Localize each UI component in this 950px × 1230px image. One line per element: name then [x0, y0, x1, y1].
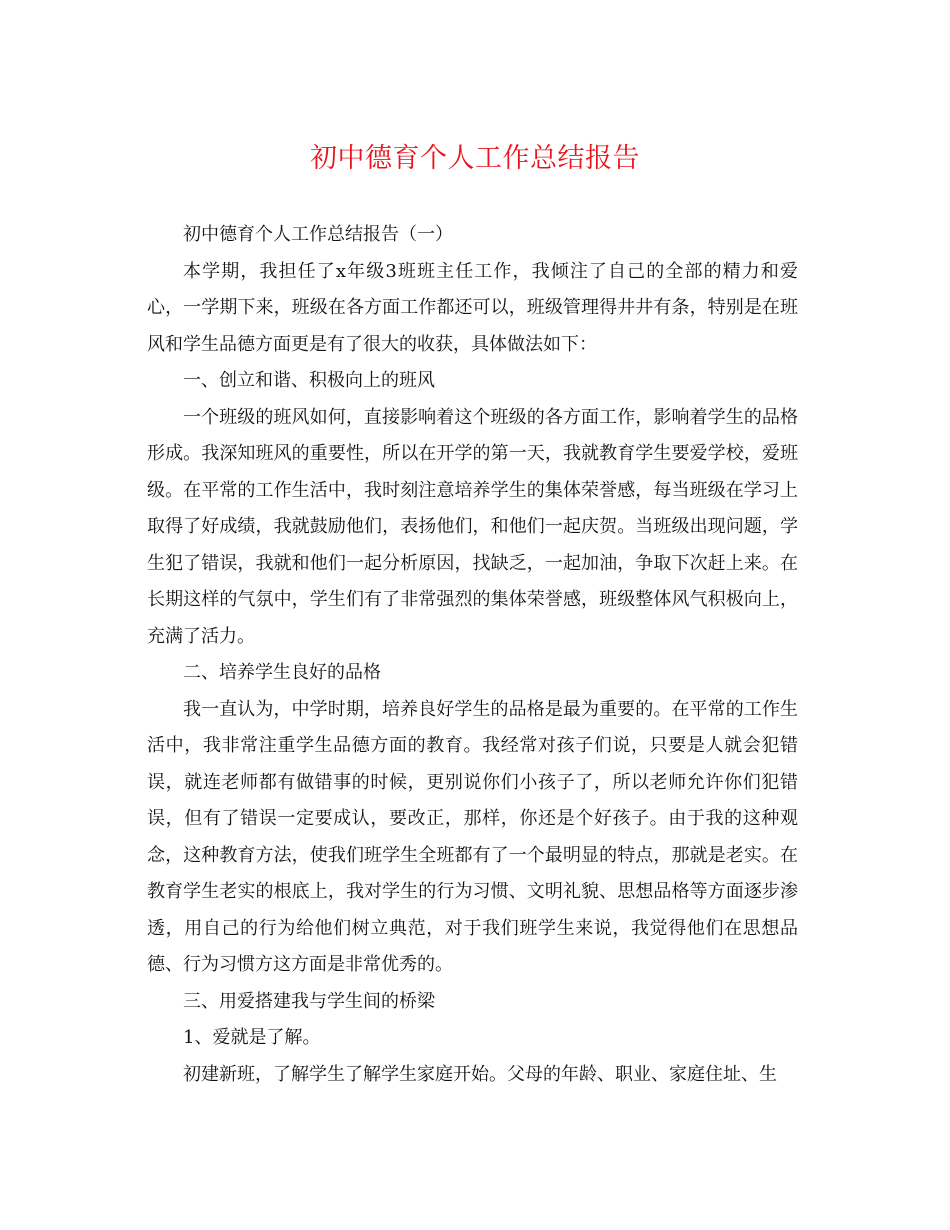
- paragraph: 一个班级的班风如何，直接影响着这个班级的各方面工作，影响着学生的品格形成。我深知班风的重要性，所以在开学的第一天，我就教育学生要爱学校，爱班级。在平常的工作生活中，我时刻注意培养学生的集体荣誉感，每当班级在学习上取得了好成绩，我就鼓励他们，表扬他们，和他们一起庆贺。当班级出现问题，学生犯了错误，我就和他们一起分析原因，找缺乏，一起加油，争取下次赶上来。在长期这样的气氛中，学生们有了非常强烈的集体荣誉感，班级整体风气积极向上，充满了活力。: [147, 406, 798, 647]
- section-heading: 三、用爱搭建我与学生间的桥梁: [183, 990, 435, 1012]
- paragraph: 本学期，我担任了x年级3班班主任工作，我倾注了自己的全部的精力和爱心，一学期下来，班级在各方面工作都还可以，班级管理得井井有条，特别是在班风和学生品德方面更是有了很大的收获，具体做法如下：: [147, 260, 798, 355]
- paragraph: 初建新班，了解学生了解学生家庭开始。父母的年龄、职业、家庭住址、生: [183, 1063, 777, 1085]
- paragraph: 我一直认为，中学时期，培养良好学生的品格是最为重要的。在平常的工作生活中，我非常注重学生品德方面的教育。我经常对孩子们说，只要是人就会犯错误，就连老师都有做错事的时候，更别说你们小孩子了，所以老师允许你们犯错误，但有了错误一定要成认，要改正，那样，你还是个好孩子。由于我的这种观念，这种教育方法，使我们班学生全班都有了一个最明显的特点，那就是老实。在教育学生老实的根底上，我对学生的行为习惯、文明礼貌、思想品格等方面逐步渗透，用自己的行为给他们树立典范，对于我们班学生来说，我觉得他们在思想品德、行为习惯方这方面是非常优秀的。: [147, 698, 798, 975]
- section-heading: 一、创立和谐、积极向上的班风: [183, 370, 435, 391]
- subsection-heading: 1、爱就是了解。: [183, 1027, 321, 1048]
- document-body: [147, 217, 798, 1093]
- section-heading: 初中德育个人工作总结报告（一）: [183, 224, 453, 245]
- document-title: 初中德育个人工作总结报告: [310, 143, 640, 174]
- section-heading: 二、培养学生良好的品格: [183, 662, 381, 683]
